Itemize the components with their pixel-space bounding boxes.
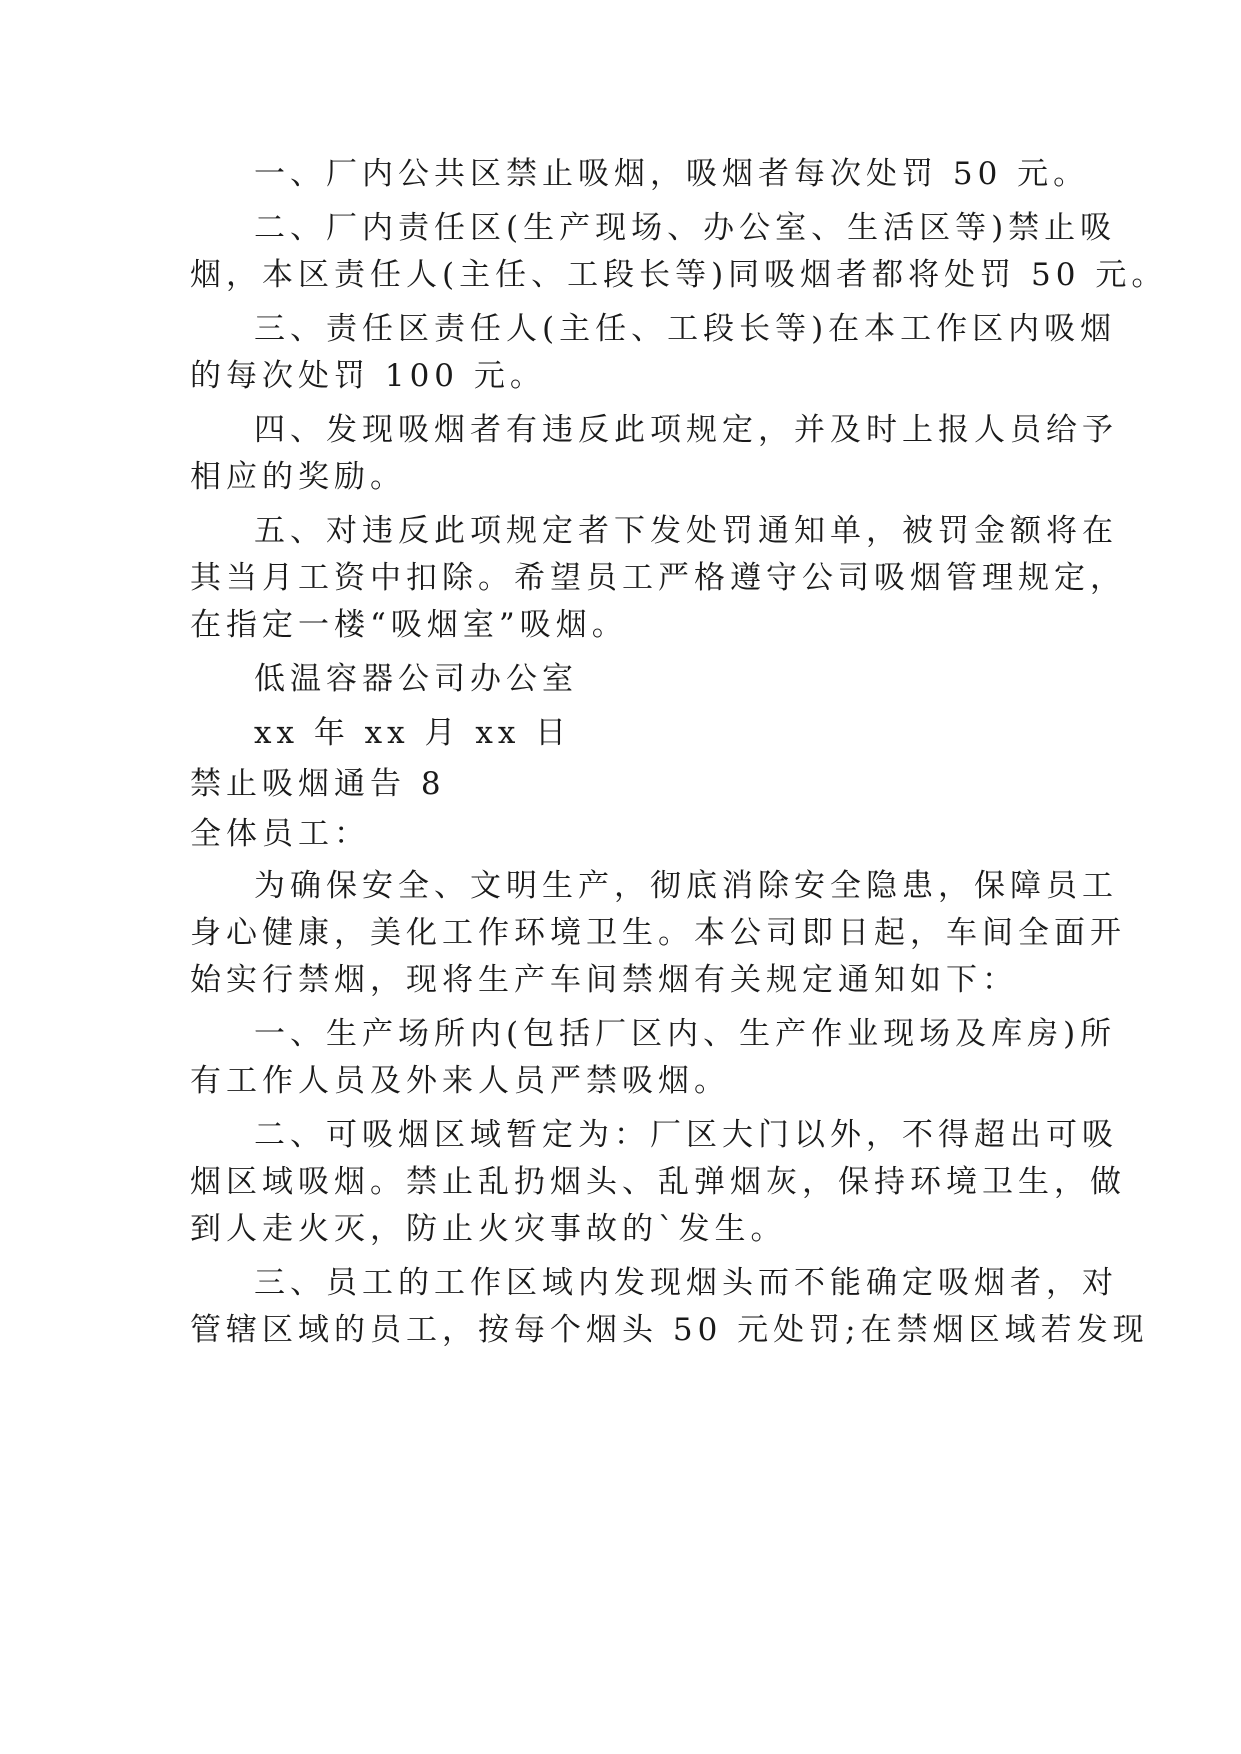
notice7-signature-org: 低温容器公司办公室 bbox=[254, 661, 578, 697]
notice8-intro-line2: 身心健康，美化工作环境卫生。本公司即日起，车间全面开 bbox=[190, 915, 1126, 951]
notice7-rule1-line1: 一、厂内公共区禁止吸烟，吸烟者每次处罚 50 元。 bbox=[254, 156, 1090, 192]
notice8-rule2-line2: 烟区域吸烟。禁止乱扔烟头、乱弹烟灰，保持环境卫生，做 bbox=[190, 1164, 1126, 1200]
notice8-intro-line1: 为确保安全、文明生产，彻底消除安全隐患，保障员工 bbox=[254, 868, 1118, 904]
notice8-rule1-line2: 有工作人员及外来人员严禁吸烟。 bbox=[190, 1063, 730, 1099]
notice8-rule2-line1: 二、可吸烟区域暂定为：厂区大门以外，不得超出可吸 bbox=[254, 1117, 1118, 1153]
notice7-rule5-line1: 五、对违反此项规定者下发处罚通知单，被罚金额将在 bbox=[254, 513, 1118, 549]
notice8-title: 禁止吸烟通告 8 bbox=[190, 766, 446, 802]
notice7-rule2-line2: 烟，本区责任人(主任、工段长等)同吸烟者都将处罚 50 元。 bbox=[190, 257, 1168, 293]
notice7-rule3-line1: 三、责任区责任人(主任、工段长等)在本工作区内吸烟 bbox=[254, 311, 1117, 347]
notice8-rule3-line1: 三、员工的工作区域内发现烟头而不能确定吸烟者，对 bbox=[254, 1265, 1118, 1301]
notice8-rule3-line2: 管辖区域的员工，按每个烟头 50 元处罚;在禁烟区域若发现 bbox=[190, 1312, 1149, 1348]
notice7-rule5-line2: 其当月工资中扣除。希望员工严格遵守公司吸烟管理规定， bbox=[190, 560, 1126, 596]
notice7-rule4-line2: 相应的奖励。 bbox=[190, 459, 406, 495]
notice7-rule3-line2: 的每次处罚 100 元。 bbox=[190, 358, 546, 394]
notice7-rule4-line1: 四、发现吸烟者有违反此项规定，并及时上报人员给予 bbox=[254, 412, 1118, 448]
notice8-intro-line3: 始实行禁烟，现将生产车间禁烟有关规定通知如下： bbox=[190, 962, 1018, 998]
notice8-rule1-line1: 一、生产场所内(包括厂区内、生产作业现场及库房)所 bbox=[254, 1016, 1117, 1052]
notice7-signature-date: xx 年 xx 月 xx 日 bbox=[254, 715, 572, 751]
notice7-rule2-line1: 二、厂内责任区(生产现场、办公室、生活区等)禁止吸 bbox=[254, 210, 1117, 246]
notice8-salutation: 全体员工： bbox=[190, 816, 370, 852]
notice8-rule2-line3: 到人走火灭，防止火灾事故的`发生。 bbox=[190, 1211, 787, 1247]
notice7-rule5-line3: 在指定一楼“吸烟室”吸烟。 bbox=[190, 607, 628, 643]
